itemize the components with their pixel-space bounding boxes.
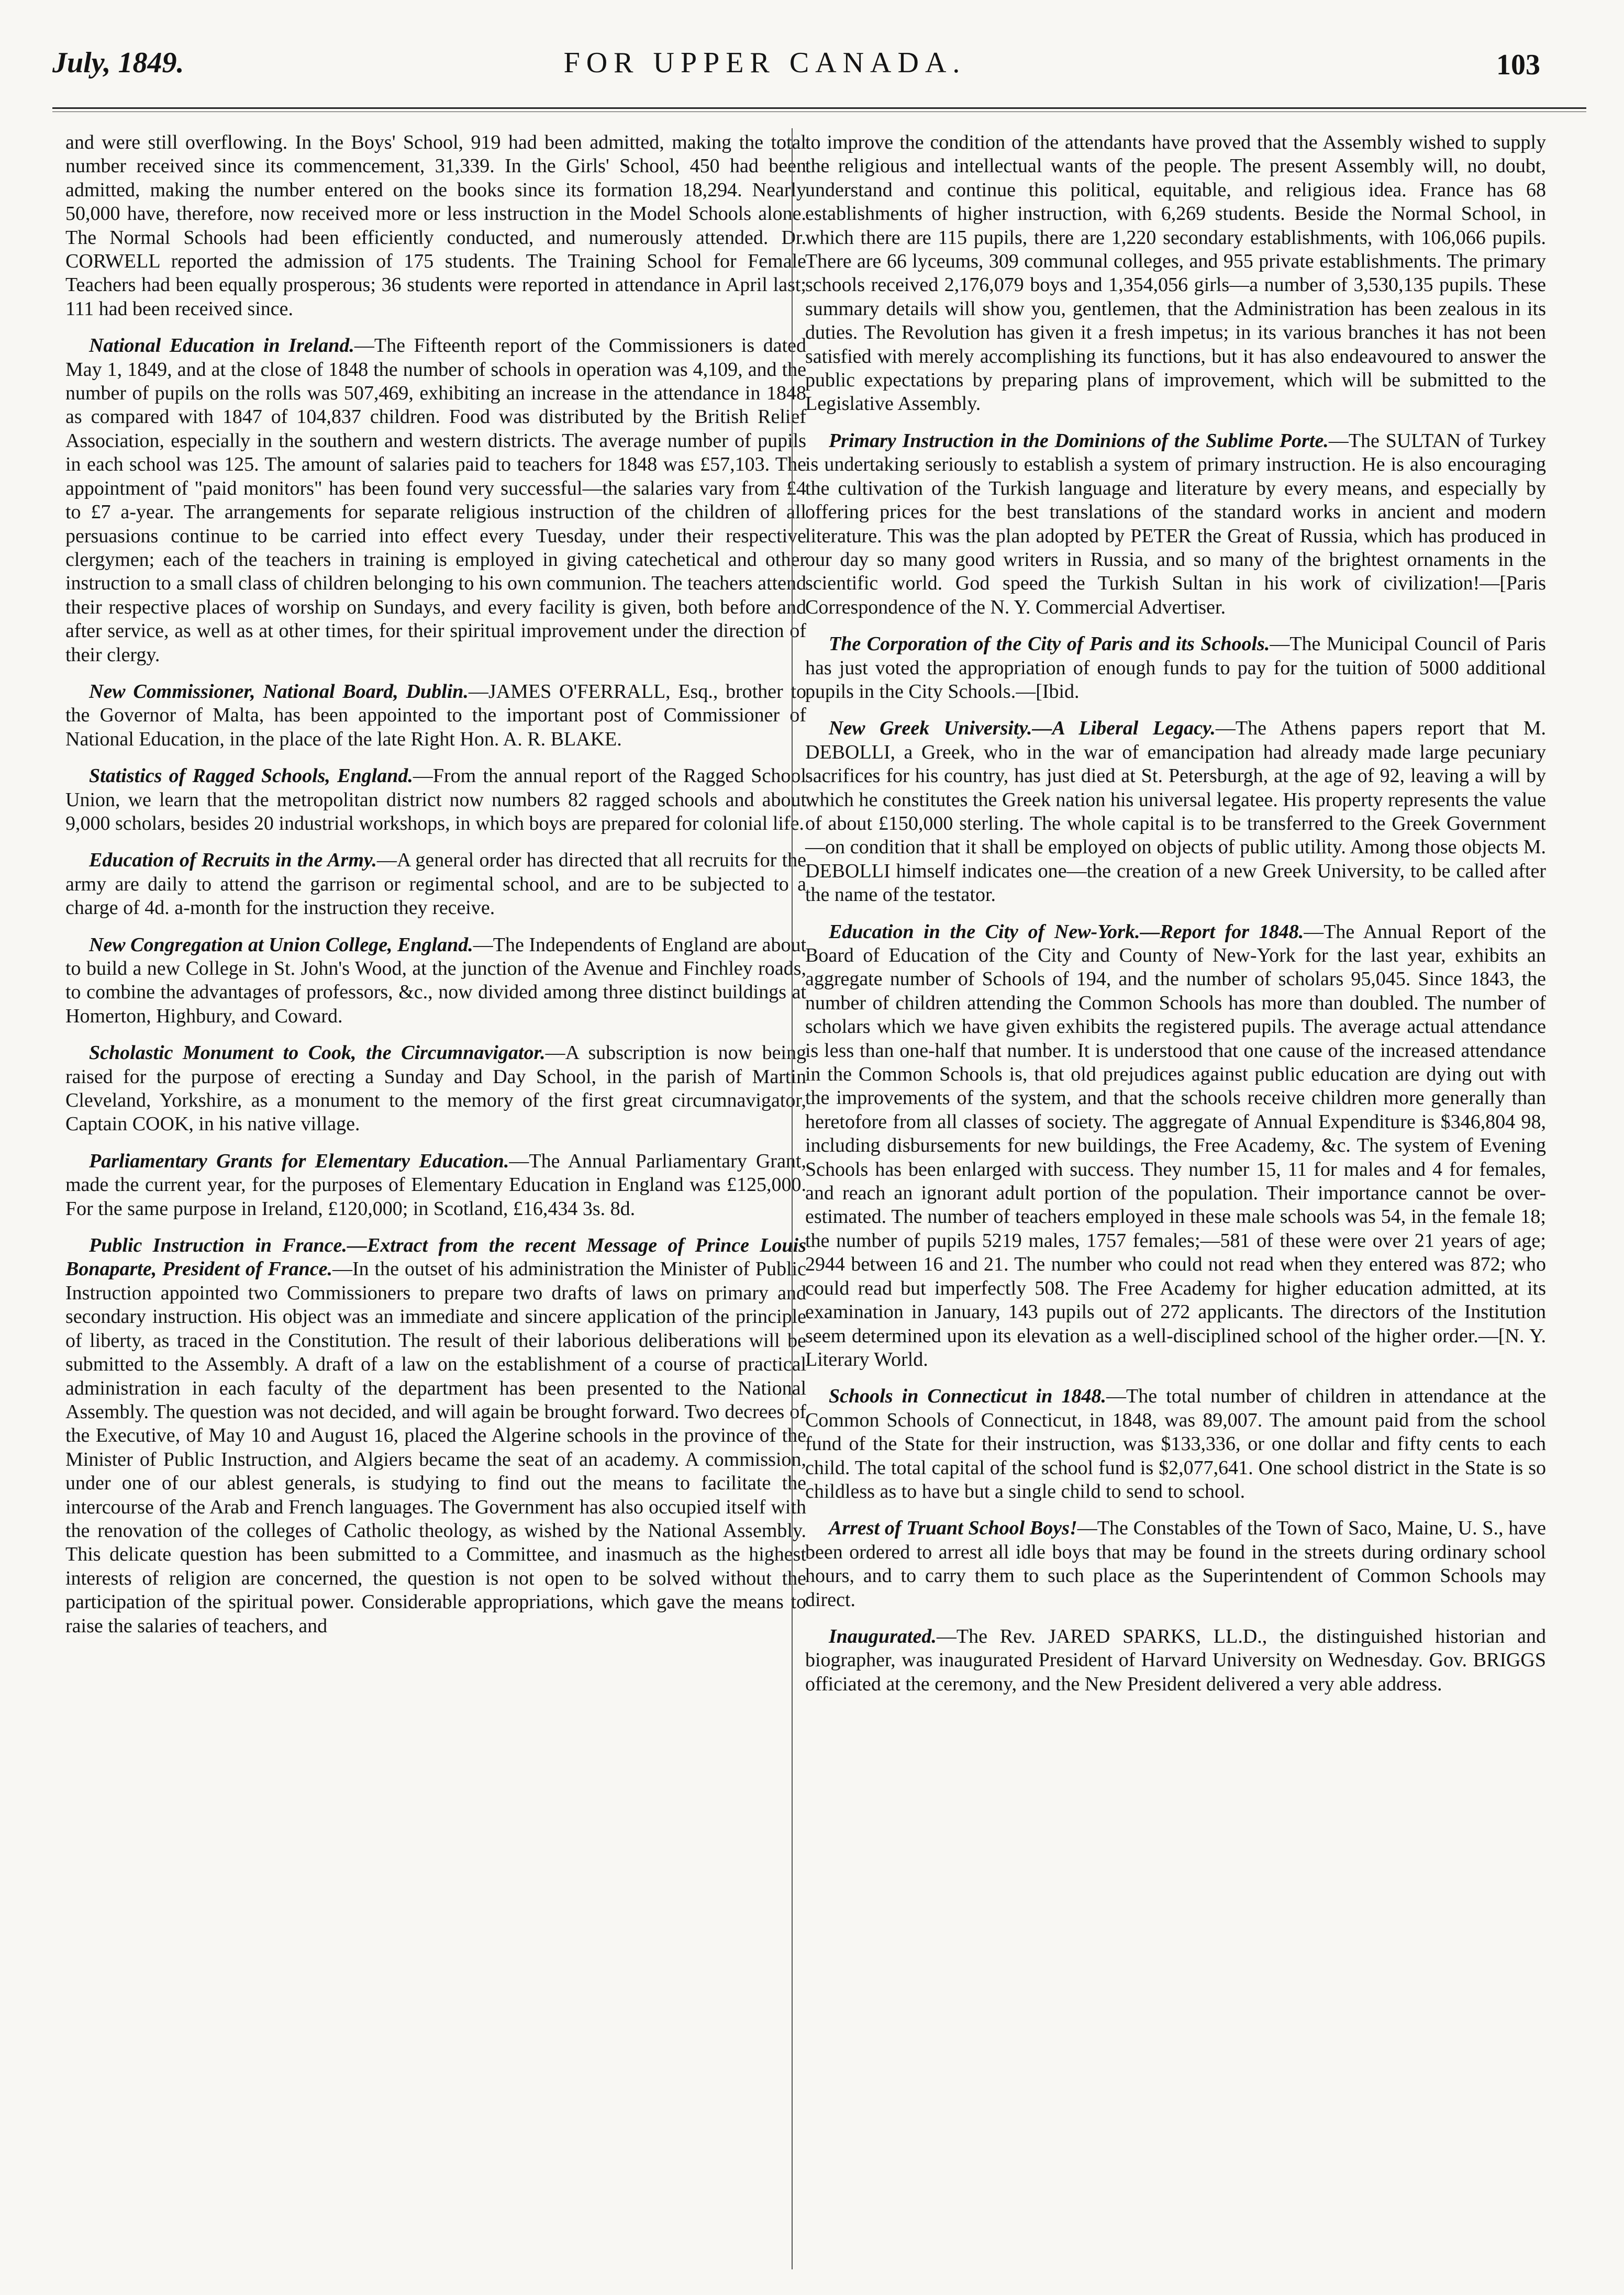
article-text: —In the outset of his administration the Minister of Public Instruction appointed two Commissioners to prepare two drafts of laws on primary and secondary instruction. His object was an immediate and sincere application of the principle of liberty, as traced in the Constitution. The result of their laborious deliberations will be submitted to the Assembly. A draft of a law on the establishment of a course of practical administration in each faculty of the department has been presented to the National Assembly. The question was not decided, and will again be brought forward. Two decrees of the Executive, of May 10 and August 16, placed the Algerine schools in the province of the Minister of Public Instruction, and Algiers became the seat of an academy. A commission, under one of our ablest generals, is studying to find out the means to facilitate the intercourse of the Arab and French languages. The Government has also occupied itself with the renovation of the colleges of Catholic theology, as wished by the National Assembly. This delicate question has been submitted to a Committee, and inasmuch as the highest interests of religion are concerned, the question is not open to be solved without the participation of the spiritual power. Considerable appropriations, which gave the means to raise the salaries of teachers, and — [65, 1258, 806, 1637]
article-text: —A general order has directed that all recruits for the army are daily to attend the garrison or regimental school, and are to be subjected to a charge of 4d. a-month for the instruction they receive. — [65, 849, 806, 919]
article-paragraph — [65, 933, 806, 1029]
right-column — [805, 131, 1546, 1709]
article-heading: New Congregation at Union College, England. — [89, 933, 473, 956]
article-text: —The Constables of the Town of Saco, Maine, U. S., have been ordered to arrest all idle boys that may be found in the streets during ordinary school hours, and to carry them to such place as the Superintendent of Common Schools may direct. — [805, 1517, 1546, 1611]
article-heading: Education of Recruits in the Army. — [89, 849, 377, 872]
article-text: —A subscription is now being raised for the purpose of erecting a Sunday and Day School, in the parish of Martin Cleveland, Yorkshire, as a monument to the memory of the first great circumnavigator, Captain COOK, in his native village. — [65, 1042, 807, 1135]
article-paragraph — [65, 1234, 806, 1638]
article-paragraph — [65, 1041, 806, 1137]
article-heading: Education in the City of New-York.—Report for 1848. — [829, 920, 1304, 943]
article-heading: Parliamentary Grants for Elementary Education. — [89, 1150, 509, 1172]
article-text: —The Municipal Council of Paris has just voted the appropriation of enough funds to pay for the tuition of 5000 additional pupils in the City Schools.—[Ibid. — [805, 633, 1546, 703]
article-heading: Statistics of Ragged Schools, England. — [89, 765, 413, 787]
article-paragraph — [805, 429, 1546, 619]
article-paragraph — [65, 334, 806, 667]
article-paragraph — [805, 920, 1546, 1372]
header-rule — [52, 107, 1586, 109]
article-paragraph — [805, 1385, 1546, 1503]
page-number: 103 — [1496, 49, 1540, 81]
article-paragraph — [65, 764, 806, 835]
article-heading: Schools in Connecticut in 1848. — [829, 1385, 1107, 1408]
column-divider — [792, 128, 793, 2269]
article-heading: Public Instruction in France.—Extract from the recent Message of Prince Louis Bonaparte, President of France. — [65, 1234, 806, 1280]
article-heading: Scholastic Monument to Cook, the Circumnavigator. — [89, 1042, 546, 1064]
article-text: —From the annual report of the Ragged School Union, we learn that the metropolitan district now numbers 82 ragged schools and about 9,000 scholars, besides 20 industrial workshops, in which boys are prepared for colonial life. — [65, 765, 806, 834]
issue-date: July, 1849. — [52, 47, 184, 79]
article-text: —The Annual Report of the Board of Education of the City and County of New-York for the last year, exhibits an aggregate number of Schools of 194, and the number of scholars 95,045. Since 1843, the number of children attending the Common Schools has more than doubled. The number of scholars which we have given exhibits the registered pupils. The average actual attendance is less than one-half that number. It is understood that one cause of the increased attendance in the Common Schools is, that old prejudices against public education are dying out with the improvements of the system, and that the schools receive children more generally than heretofore from all classes of society. The aggregate of Annual Expenditure is $346,804 98, including disbursements for new buildings, the Free Academy, &c. The system of Evening Schools has been enlarged with success. They number 15, 11 for males and 4 for females, and reach an ignorant adult portion of the population. Their importance cannot be over-estimated. The number of teachers employed in these male schools was 54, in the female 18; the number of pupils 5219 males, 1757 females;—581 of these were over 21 years of age; 2944 between 16 and 21. The number who could not read when they entered was 872; who could read but imperfectly 508. The Free Academy for higher education admitted, at its examination in January, 143 pupils out of 272 applicants. The directors of the Institution seem determined upon its elevation as a well-disciplined school of the higher order.—[N. Y. Literary World. — [805, 920, 1546, 1371]
article-text: —The Annual Parliamentary Grant, made the current year, for the purposes of Elementary Education in England was £125,000. For the same purpose in Ireland, £120,000; in Scotland, £16,434 3s. 8d. — [65, 1150, 806, 1220]
running-head — [52, 46, 1540, 104]
article-paragraph — [65, 1150, 806, 1221]
article-text: —JAMES O'FERRALL, Esq., brother to the Governor of Malta, has been appointed to the important post of Commissioner of National Education, in the place of the late Right Hon. A. R. BLAKE. — [65, 680, 806, 750]
article-paragraph — [65, 131, 806, 321]
article-heading: Inaugurated. — [829, 1625, 937, 1647]
article-paragraph — [65, 680, 806, 751]
article-heading: Arrest of Truant School Boys! — [829, 1517, 1077, 1540]
left-column — [65, 131, 806, 1651]
article-text: to improve the condition of the attendants have proved that the Assembly wished to supply the religious and intellectual wants of the people. The present Assembly will, no doubt, understand and continue this political, equitable, and religious idea. France has 68 establishments of higher instruction, with 6,269 students. Beside the Normal School, in which there are 115 pupils, there are 1,220 secondary establishments, with 106,066 pupils. There are 66 lyceums, 309 communal colleges, and 955 private establishments. The primary schools received 2,176,079 boys and 1,354,056 girls—a number of 3,530,135 pupils. These summary details will show you, gentlemen, that the Administration has been zealous in its duties. The Revolution has given it a fresh impetus; in its various branches it has not been satisfied with merely accomplishing its functions, but it has also endeavoured to answer the public expectations by preparing plans of improvement, which will be submitted to the Legislative Assembly. — [805, 131, 1546, 415]
article-heading: New Greek University.—A Liberal Legacy. — [829, 717, 1216, 740]
article-paragraph — [805, 717, 1546, 907]
article-text: —The total number of children in attendance at the Common Schools of Connecticut, in 1848, was 89,007. The amount paid from the school fund of the State for their instruction, was $133,336, or one dollar and fifty cents to each child. The total capital of the school fund is $2,077,641. One school district in the State is so childless as to have but a single child to send to school. — [805, 1385, 1547, 1502]
article-paragraph — [65, 849, 806, 920]
article-heading: New Commissioner, National Board, Dublin. — [89, 680, 469, 703]
article-text: and were still overflowing. In the Boys' School, 919 had been admitted, making the total number received since its commencement, 31,339. In the Girls' School, 450 had been admitted, making the number entered on the books since its formation 18,294. Nearly 50,000 have, therefore, now received more or less instruction in the Model Schools alone. The Normal Schools had been efficiently conducted, and numerously attended. Dr. CORWELL reported the admission of 175 students. The Training School for Female Teachers had been equally prosperous; 36 students were reported in attendance in April last; 111 had been received since. — [65, 131, 806, 320]
article-heading: Primary Instruction in the Dominions of the Sublime Porte. — [829, 429, 1329, 452]
article-paragraph — [805, 1625, 1546, 1696]
article-heading: National Education in Ireland. — [89, 335, 354, 357]
article-text: —The Athens papers report that M. DEBOLLI, a Greek, who in the war of emancipation had already made large pecuniary sacrifices for his country, has just died at St. Petersburgh, at the age of 92, leaving a will by which he constitutes the Greek nation his universal legatee. His property represents the value of about £150,000 sterling. The whole capital is to be transferred to the Greek Government—on condition that it shall be employed on objects of public utility. Among those objects M. DEBOLLI himself indicates one—the creation of a new Greek University, to be called after the name of the testator. — [805, 717, 1547, 906]
article-paragraph — [805, 1517, 1546, 1612]
article-text: —The Fifteenth report of the Commissioners is dated May 1, 1849, and at the close of 1848 the number of schools in operation was 4,109, and the number of pupils on the rolls was 507,469, exhibiting an increase in the attendance in 1848 as compared with 1847 of 104,837 children. Food was distributed by the British Relief Association, especially in the southern and western districts. The average number of pupils in each school was 125. The amount of salaries paid to teachers for 1848 was £57,103. The appointment of "paid monitors" has been found very successful—the salaries vary from £4 to £7 a-year. The arrangements for separate religious instruction of the children of all persuasions continue to be carried into effect every Tuesday, under their respective clergymen; each of the teachers in training is employed in giving catechetical and other instruction to a small class of children belonging to his own communion. The teachers attend their respective places of worship on Sundays, and every facility is given, both before and after service, as well as at other times, for their spiritual improvement under the direction of their clergy. — [65, 335, 807, 666]
article-text: —The SULTAN of Turkey is undertaking seriously to establish a system of primary instruction. He is also encouraging the cultivation of the Turkish language and literature by every means, and especially by offering prices for the best translations of the standard works in ancient and modern literature. This was the plan adopted by PETER the Great of Russia, which has produced in our day so many good writers in Russia, and so many of the brightest ornaments in the scientific world. God speed the Turkish Sultan in his work of civilization!—[Paris Correspondence of the N. Y. Commercial Advertiser. — [805, 429, 1546, 618]
article-heading: The Corporation of the City of Paris and its Schools. — [829, 633, 1270, 655]
article-text: —The Independents of England are about to build a new College in St. John's Wood, at the junction of the Avenue and Finchley roads, to combine the advantages of professors, &c., now divided among three distinct buildings at Homerton, Highbury, and Coward. — [65, 933, 807, 1027]
article-text: —The Rev. JARED SPARKS, LL.D., the distinguished historian and biographer, was inaugurated President of Harvard University on Wednesday. Gov. BRIGGS officiated at the ceremony, and the New President delivered a very able address. — [805, 1625, 1546, 1695]
article-paragraph — [805, 632, 1546, 704]
article-paragraph — [805, 131, 1546, 416]
publication-title: FOR UPPER CANADA. — [563, 47, 966, 79]
